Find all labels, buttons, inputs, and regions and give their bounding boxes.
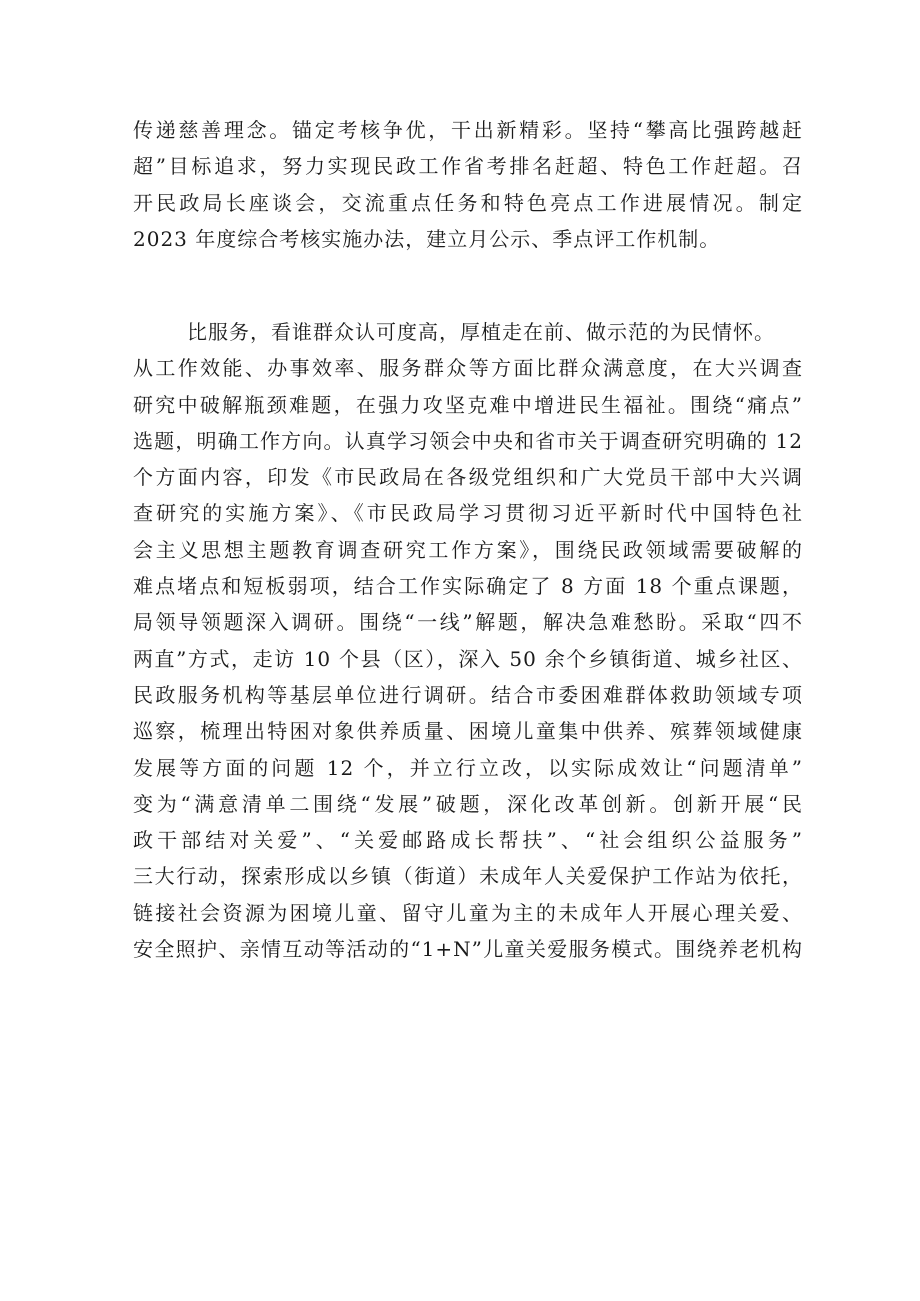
text-line: 两直”方式，走访 10 个县（区），深入 50 余个乡镇街道、城乡社区、 xyxy=(133,646,803,671)
text-line: 开民政局长座谈会，交流重点任务和特色亮点工作进展情况。制定 xyxy=(133,190,803,215)
text-line: 研究中破解瓶颈难题，在强力攻坚克难中增进民生福祉。围绕“痛点” xyxy=(133,392,803,417)
text-line: 发展等方面的问题 12 个，并立行立改，以实际成效让“问题清单” xyxy=(133,755,803,780)
text-line: 安全照护、亲情互动等活动的“1+N”儿童关爱服务模式。围绕养老机构 xyxy=(133,937,803,962)
text-line: 从工作效能、办事效率、服务群众等方面比群众满意度，在大兴调查 xyxy=(133,356,803,381)
text-line: 查研究的实施方案》、《市民政局学习贯彻习近平新时代中国特色社 xyxy=(133,501,803,526)
text-line: 选题，明确工作方向。认真学习领会中央和省市关于调查研究明确的 12 xyxy=(133,428,803,453)
text-line: 链接社会资源为困境儿童、留守儿童为主的未成年人开展心理关爱、 xyxy=(133,900,803,925)
text-line: 民政服务机构等基层单位进行调研。结合市委困难群体救助领域专项 xyxy=(133,682,803,707)
text-line: 三大行动，探索形成以乡镇（街道）未成年人关爱保护工作站为依托， xyxy=(133,864,803,889)
text-line: 2023 年度综合考核实施办法，建立月公示、季点评工作机制。 xyxy=(133,226,721,251)
text-line: 比服务，看谁群众认可度高，厚植走在前、做示范的为民情怀。 xyxy=(187,320,775,344)
text-line: 政干部结对关爱”、“关爱邮路成长帮扶”、“社会组织公益服务” xyxy=(133,828,803,853)
text-line: 巡察，梳理出特困对象供养质量、困境儿童集中供养、殡葬领域健康 xyxy=(133,719,803,744)
text-line: 传递慈善理念。锚定考核争优，干出新精彩。坚持“攀高比强跨越赶 xyxy=(133,118,803,142)
text-line: 超”目标追求，努力实现民政工作省考排名赶超、特色工作赶超。召 xyxy=(133,154,803,179)
text-line: 变为“满意清单二围绕“发展”破题，深化改革创新。创新开展“民 xyxy=(133,791,803,816)
text-line: 会主义思想主题教育调查研究工作方案》，围绕民政领域需要破解的 xyxy=(133,537,803,562)
paragraph-2 xyxy=(133,314,803,967)
text-line: 个方面内容，印发《市民政局在各级党组织和广大党员干部中大兴调 xyxy=(133,465,803,490)
text-line: 局领导领题深入调研。围绕“一线”解题，解决急难愁盼。采取“四不 xyxy=(133,610,803,635)
paragraph-1 xyxy=(133,112,803,257)
text-line: 难点堵点和短板弱项，结合工作实际确定了 8 方面 18 个重点课题， xyxy=(133,574,803,599)
